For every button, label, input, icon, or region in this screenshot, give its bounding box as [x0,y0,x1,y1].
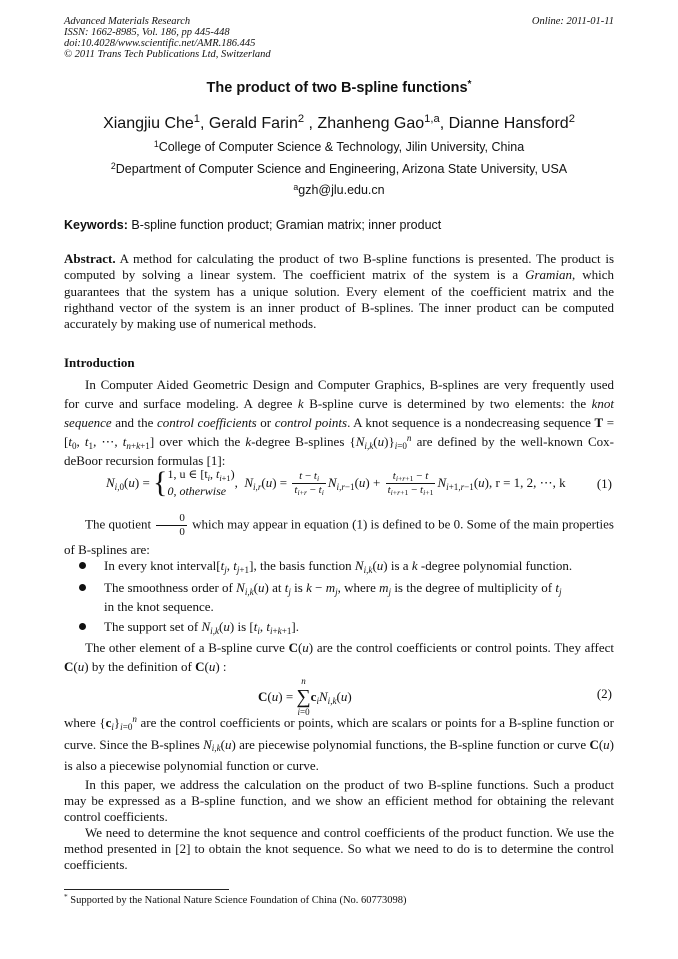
paragraph-text: . A knot sequence is a nondecreasing sequence [347,415,591,430]
bullet-text: The support set of [104,619,199,634]
paragraph-text: and the [115,415,154,430]
abstract-text: A method for calculating the product of two B-spline functions is presented. The product is computed by solving a linear system. The coefficient matrix of the system is a [64,251,614,283]
math-variable: k [297,396,304,411]
equation-tail: , r = 1, 2, ⋯, k [489,475,566,490]
author-list [0,115,678,133]
term-emphasis: knot sequence [64,396,615,430]
affiliation-1 [0,140,678,154]
paragraph-text: are defined by the well-known Cox-deBoor recursion formulas [1]: [64,434,614,468]
journal-name: Advanced Materials Research [64,16,191,27]
bullet-dot-icon [79,584,86,591]
equation-case: 1, u ∈ [t [167,467,208,481]
paragraph-text: are the control coefficients or points, which are scalars or points for a B-spline function or curve. Since the B-splines [64,715,614,752]
online-date: Online: 2011-01-11 [531,16,614,27]
author-separator: , [200,115,209,132]
paragraph-text: where [64,715,96,730]
paragraph-text: The quotient [85,516,152,532]
bullet-text: is the degree of multiplicity of [394,580,553,595]
paragraph-text: by the definition of [91,659,192,674]
author-separator: , [304,115,318,132]
paragraph-text: B-spline curve is determined by two elements: the [309,396,587,411]
term-emphasis: control points [274,415,348,430]
intro-paragraph-2: The other element of a B-spline curve C(u) are the control coefficients or control points. They affect C(u) by the definition of C(u) : [64,640,614,674]
author-affiliation-mark: 1 [193,113,201,126]
paper-title-text: The product of two B-spline functions [206,80,468,96]
author-name: Dianne Hansford [448,115,569,132]
affiliation-text: College of Computer Science & Technology, Jilin University, China [158,140,525,154]
affiliation-mark: a [293,181,299,192]
bullet-text: is [294,580,303,595]
keywords [64,218,441,232]
abstract-emphasis: Gramian [525,267,573,283]
footnote-mark: * [64,892,68,902]
author-affiliation-mark: 2 [297,113,305,126]
bullet-text: is [237,619,247,634]
author-name: Zhanheng Gao [317,115,425,132]
bullet-text: , the basis function [253,558,352,573]
bullet-text: , where [337,580,376,595]
email-text: gzh@jlu.edu.cn [298,183,385,197]
intro-paragraph-5: We need to determine the knot sequence and control coefficients of the product function. We use the method presented in [2] to obtain the knot sequence. So what we need to do is to determine the control coefficients. [64,825,614,872]
property-bullet-1: In every knot $interval[t_j$, $t_{j+1}$], the basis function $N_{i,k}(u)$ is a k -degree polynomial function. [82,556,614,575]
abstract [64,251,614,332]
bullet-text: -degree polynomial function. [420,558,573,573]
intro-paragraph-4: In this paper, we address the calculation on the product of two B-spline functions. Such a product may be expressed as a B-spline function, and we show an efficient method for obtaining the relevant control coefficients. [64,777,614,824]
paragraph-text: The other element of a B-spline curve [85,640,285,655]
author-affiliation-mark: 2 [568,113,575,126]
quotient-paragraph: The quotient $\frac{0}{0}$ which may appear in equation (1) is defined to be 0. Some of the main properties of B-splines are: [64,512,614,557]
footnote-divider [64,889,229,890]
affiliation-mark: 1 [153,138,159,149]
equation-2-number: (2) [596,686,612,701]
property-bullet-2: The smoothness order of $N_{i,k}(u)$ at $t_j$ is $k - m_j$, where $m_j$ is the degree of multiplicity of $t_j$ in the knot sequence. [82,578,614,616]
affiliation-mark: 2 [110,160,116,171]
equation-case: 0, otherwise [167,484,227,498]
paragraph-text: -degree B-splines [251,434,345,449]
author-affiliation-mark: 1,a [424,113,440,126]
doi-line: doi:10.4028/www.scientific.net/AMR.186.445 [64,38,256,49]
author-name: Gerald Farin [208,115,298,132]
section-heading: Introduction [64,355,135,370]
paper-title [0,80,678,96]
issn-line: ISSN: 1662-8985, Vol. 186, pp 445-448 [64,27,230,38]
paragraph-text: . Some of the main properties of B-splines are: [64,516,614,557]
author-name: Xiangjiu Che [103,115,194,132]
bullet-text: is a [390,558,409,573]
math-value: 0 [453,516,461,532]
affiliation-text: Department of Computer Science and Engineering, Arizona State University, USA [115,162,568,176]
property-bullet-3: The support set of $N_{i,k}(u)$ is [$t_i$, $t_{i+k+1}$]. [82,617,614,636]
equation-1: $N_{i,0}(u) = \{1$, u ∈ [$t_i$, $t_{i+1}$) 0, otherwise, $N_{i,r}(u)$ = $\frac{t - t_i}{t_{i+r} - t_i}$ $N_{i,r-1}(u)$ + $\frac{t_{i+r+1} - t}{t_{i+r+1} - t_{i+1}}$ $N_{i+1,r-1}(u)$, r = 1, 2, ⋯, k [106,466,566,499]
abstract-label: Abstract. [64,251,116,266]
paragraph-text: which may appear in equation (1) is defined to be [192,516,451,532]
intro-paragraph-1: In Computer Aided Geometric Design and Computer Graphics, B-splines are very frequently used for curve and surface modeling. A degree k B-spline curve is determined by two elements: the knot sequence and the control coefficients or control points. A knot sequence is a nondecreasing sequence $T = [t_0$, $t_1$, ⋯, $t_{n+k+1}$] over which the k-degree B-splines $\{N_{i,k}(u)\}_{i=0}^n$ are defined by the well-known Cox-deBoor recursion formulas [1]: [64,377,615,468]
bullet-text: The smoothness order of [104,580,233,595]
bullet-text: In every knot interval [104,558,217,573]
journal-metadata [64,16,271,60]
paragraph-text: or [260,415,272,430]
corresponding-email [0,183,678,197]
author-separator: , [439,115,449,132]
title-footnote-mark: * [467,78,472,90]
bullet-text: at [272,580,282,595]
bullet-text: in the knot sequence. [104,599,214,614]
paragraph-text: In Computer Aided Geometric Design and Computer Graphics, B-splines are very frequently used for curve and surface modeling. A degree [64,377,614,411]
paragraph-text: is also a piecewise polynomial function or curve. [64,758,319,773]
affiliation-2 [0,162,678,176]
paragraph-text: are the control coefficients or control points. They affect [316,640,614,655]
footnote [64,892,407,906]
term-emphasis: control coefficients [156,415,257,430]
bullet-dot-icon [79,562,86,569]
footnote-text: Supported by the National Nature Science Foundation of China (No. 60773098) [70,895,407,906]
keywords-text: B-spline function product; Gramian matrix; inner product [131,218,442,232]
copyright-line: © 2011 Trans Tech Publications Ltd, Switzerland [64,49,271,60]
abstract-text: , which guarantees that the system has a unique solution. Every element of the coefficient matrix and the righthand vector of the system is an inner product of B-splines. The inner product can be computed accurately by making use of numerical methods. [64,267,614,332]
equation-1-number: (1) [596,476,612,491]
intro-paragraph-3: where $\{c_i\}_{i=0}^n$ are the control coefficients or points, which are scalars or points for a B-spline function or curve. Since the B-splines $N_{i,k}(u)$ are piecewise polynomial functions, the B-spline function or curve C(u) is also a piecewise polynomial function or curve. [64,714,615,773]
bullet-dot-icon [79,623,86,630]
math-variable: k [245,434,252,449]
equation-2: C(u) = n ∑ i=0 $c_iN_{i,k}(u)$ [258,676,352,717]
paragraph-text: are piecewise polynomial functions, the B-spline function or curve [239,736,587,752]
keywords-label: Keywords: [64,218,128,232]
knot-sequence-symbol: T [594,415,604,430]
paragraph-text: over which the [159,434,241,449]
